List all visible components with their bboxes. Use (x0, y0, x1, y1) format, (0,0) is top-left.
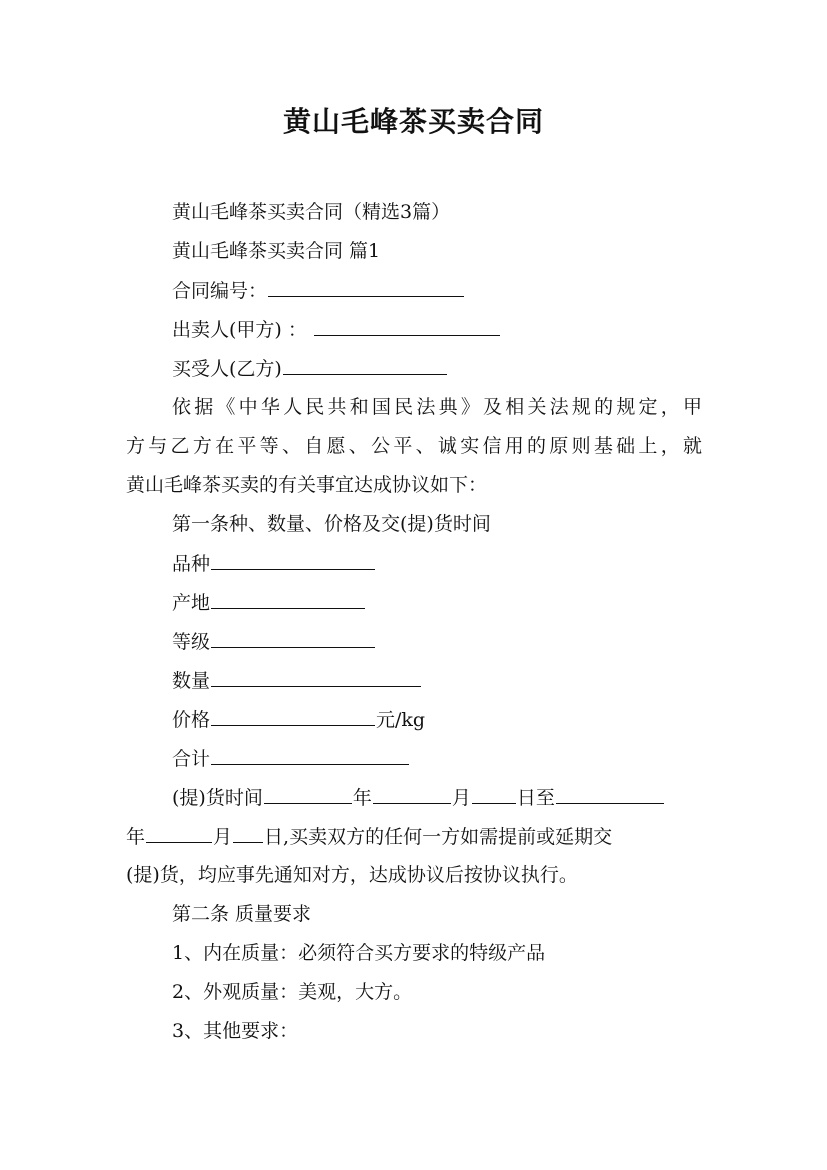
contract-number-blank[interactable] (268, 278, 464, 297)
total-blank[interactable] (211, 746, 409, 765)
contract-number-line (172, 278, 465, 303)
buyer-blank[interactable] (283, 356, 447, 375)
quantity-label: 数量 (172, 670, 211, 692)
delivery-year-text: 年 (352, 787, 372, 809)
variety-line (172, 551, 376, 576)
origin-label: 产地 (172, 592, 211, 614)
delivery-month-blank[interactable] (373, 785, 451, 804)
delivery-year2-text: 年 (126, 826, 146, 848)
contract-number-label: 合同编号： (172, 280, 268, 302)
origin-line (172, 590, 366, 615)
delivery-rest-text: 日,买卖双方的任何一方如需提前或延期交 (264, 826, 613, 848)
delivery-label: (提)货时间 (172, 787, 263, 809)
subtitle: 黄山毛峰茶买卖合同（精选3篇） (172, 201, 451, 223)
delivery-month-text: 月 (451, 787, 471, 809)
quantity-blank[interactable] (211, 668, 421, 687)
price-unit: 元/kg (376, 709, 426, 731)
total-label: 合计 (172, 748, 211, 770)
grade-label: 等级 (172, 631, 211, 653)
delivery-end-year-blank[interactable] (556, 785, 664, 804)
variety-blank[interactable] (211, 551, 375, 570)
delivery-line-3: (提)货，均应事先通知对方，达成协议后按协议执行。 (126, 864, 578, 886)
delivery-day-blank[interactable] (472, 785, 516, 804)
variety-label: 品种 (172, 553, 211, 575)
delivery-month2-text: 月 (213, 826, 233, 848)
quality-item-2: 2、外观质量：美观，大方。 (172, 981, 413, 1003)
delivery-end-day-blank[interactable] (233, 824, 263, 843)
quality-item-3: 3、其他要求： (172, 1020, 299, 1042)
delivery-line-1 (172, 785, 665, 810)
intro-line-1: 依据《中华人民共和国民法典》及相关法规的规定，甲 (172, 396, 702, 418)
delivery-end-month-blank[interactable] (146, 824, 212, 843)
grade-line (172, 629, 376, 654)
quantity-line (172, 668, 422, 693)
seller-label: 出卖人(甲方) ： (172, 319, 307, 341)
article1-heading: 第一条种、数量、价格及交(提)货时间 (172, 513, 491, 535)
buyer-line (172, 356, 448, 381)
document-title: 黄山毛峰茶买卖合同 (282, 105, 544, 138)
total-line (172, 746, 410, 771)
price-blank[interactable] (211, 707, 375, 726)
buyer-label: 买受人(乙方) (172, 358, 282, 380)
intro-line-2: 方与乙方在平等、自愿、公平、诚实信用的原则基础上，就 (126, 435, 702, 457)
section-heading: 黄山毛峰茶买卖合同 篇1 (172, 240, 381, 262)
intro-line-3: 黄山毛峰茶买卖的有关事宜达成协议如下： (126, 474, 488, 496)
article2-heading: 第二条 质量要求 (172, 903, 312, 925)
seller-blank[interactable] (314, 317, 500, 336)
seller-line (172, 317, 501, 342)
grade-blank[interactable] (211, 629, 375, 648)
delivery-year-blank[interactable] (264, 785, 352, 804)
price-line (172, 707, 425, 732)
origin-blank[interactable] (211, 590, 365, 609)
delivery-line-2 (126, 824, 612, 849)
quality-item-1: 1、内在质量：必须符合买方要求的特级产品 (172, 942, 546, 964)
price-label: 价格 (172, 709, 211, 731)
delivery-day-to-text: 日至 (516, 787, 555, 809)
